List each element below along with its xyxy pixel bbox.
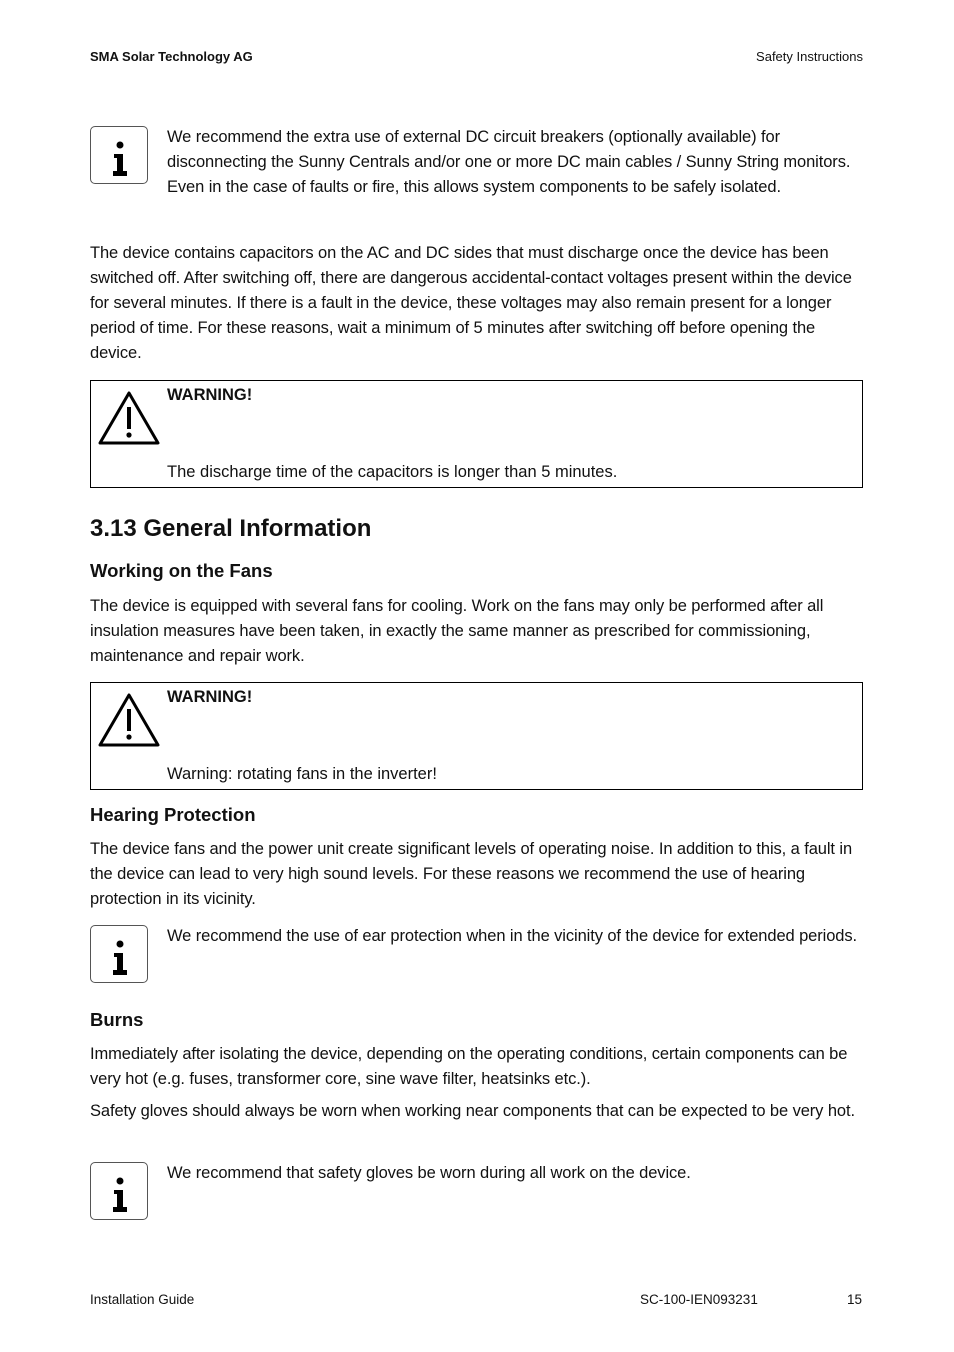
header-section: Safety Instructions	[756, 49, 863, 64]
info-icon	[90, 126, 148, 184]
warning-box-capacitors	[90, 380, 863, 488]
info-icon	[90, 1162, 148, 1220]
footer-page-number: 15	[846, 1292, 862, 1307]
warning-title: WARNING!	[167, 386, 253, 404]
paragraph-fans: The device is equipped with several fans for cooling. Work on the fans may only be performed after all insulation measures have been taken, in exactly the same manner as prescribed for commissioning, maintenance and repair work.	[90, 597, 824, 665]
header-company: SMA Solar Technology AG	[90, 49, 253, 64]
warning-box-fans	[90, 682, 863, 790]
info-note-dc-breakers: We recommend the extra use of external DC circuit breakers (optionally available) for disconnecting the Sunny Centrals and/or one or more DC main cables / Sunny String monitors. Even in the case of faults or fire, this allows system components to be safely isolated.	[167, 128, 851, 196]
footer-doc-type: Installation Guide	[90, 1292, 195, 1307]
paragraph-capacitors: The device contains capacitors on the AC and DC sides that must discharge once the device has been switched off. After switching off, there are dangerous accidental-contact voltages present within the device for several minutes. If there is a fault in the device, these voltages may also remain present for a longer period of time. For these reasons, wait a minimum of 5 minutes after switching off before opening the device.	[90, 244, 852, 362]
warning-title: WARNING!	[167, 688, 253, 706]
heading-fans: Working on the Fans	[90, 560, 273, 581]
info-note-ear-protection: We recommend the use of ear protection when in the vicinity of the device for extended periods.	[167, 927, 858, 945]
info-icon	[90, 925, 148, 983]
paragraph-burns-1: Immediately after isolating the device, depending on the operating conditions, certain components can be very hot (e.g. fuses, transformer core, sine wave filter, heatsinks etc.).	[90, 1045, 848, 1088]
info-note-gloves: We recommend that safety gloves be worn during all work on the device.	[167, 1164, 691, 1182]
heading-hearing: Hearing Protection	[90, 804, 256, 825]
warning-triangle-icon	[97, 389, 161, 447]
warning-text: The discharge time of the capacitors is longer than 5 minutes.	[167, 463, 618, 481]
paragraph-burns-2: Safety gloves should always be worn when working near components that can be expected to be very hot.	[90, 1102, 855, 1120]
warning-text: Warning: rotating fans in the inverter!	[167, 765, 437, 783]
warning-triangle-icon	[97, 691, 161, 749]
paragraph-hearing: The device fans and the power unit create significant levels of operating noise. In addition to this, a fault in the device can lead to very high sound levels. For these reasons we recommend the use of hearing protection in its vicinity.	[90, 840, 853, 908]
footer-doc-code: SC-100-IEN093231	[640, 1292, 758, 1307]
heading-burns: Burns	[90, 1009, 144, 1030]
section-title: 3.13 General Information	[90, 515, 372, 542]
